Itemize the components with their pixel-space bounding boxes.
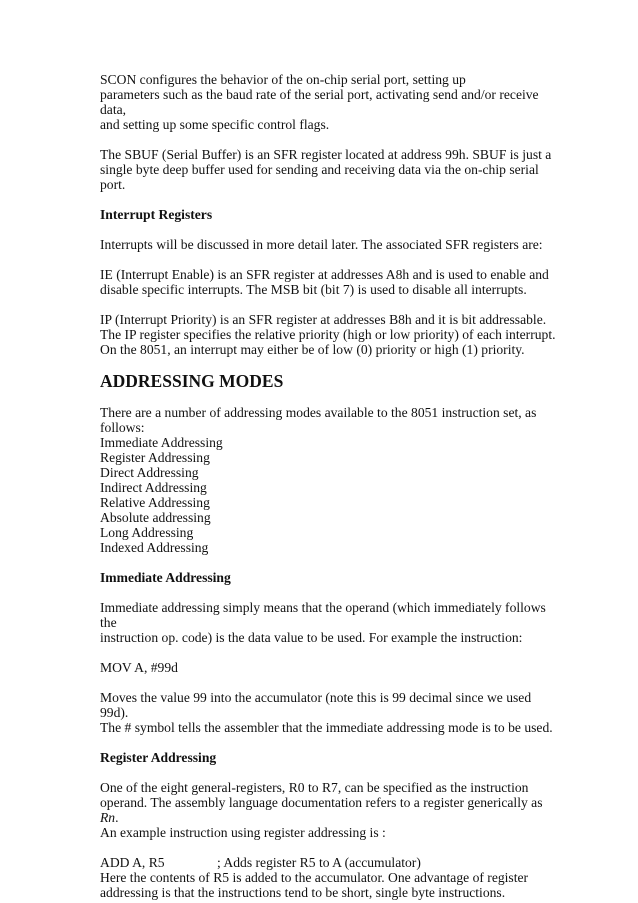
paragraph-mov-explain <box>100 690 560 735</box>
heading-register-addressing: Register Addressing <box>100 750 217 765</box>
text-line: An example instruction using register addressing is : <box>100 825 386 840</box>
paragraph-ie <box>100 267 560 297</box>
text-line: and setting up some specific control flags. <box>100 117 330 132</box>
heading-interrupt-registers: Interrupt Registers <box>100 207 213 222</box>
text-line: The IP register specifies the relative priority (high or low priority) of each interrupt. <box>100 327 556 342</box>
list-item: Direct Addressing <box>100 465 199 480</box>
text-line: The SBUF (Serial Buffer) is an SFR register located at address 99h. SBUF is just a <box>100 147 552 162</box>
rn-emphasis: Rn <box>100 810 116 825</box>
paragraph-interrupts: Interrupts will be discussed in more detail later. The associated SFR registers are: <box>100 237 543 252</box>
list-item: Indirect Addressing <box>100 480 207 495</box>
paragraph-register <box>100 780 560 840</box>
list-item: Indexed Addressing <box>100 540 209 555</box>
text-line: follows: <box>100 420 145 435</box>
list-item: Absolute addressing <box>100 510 211 525</box>
text-line: IE (Interrupt Enable) is an SFR register at addresses A8h and is used to enable and <box>100 267 549 282</box>
text-line: Immediate addressing simply means that the operand (which immediately follows the <box>100 600 546 630</box>
text-line: One of the eight general-registers, R0 to R7, can be specified as the instruction <box>100 780 529 795</box>
text-line: single byte deep buffer used for sending and receiving data via the on-chip serial port. <box>100 162 539 192</box>
paragraph-modes-intro <box>100 405 560 435</box>
text-line: There are a number of addressing modes available to the 8051 instruction set, as <box>100 405 537 420</box>
paragraph-sbuf <box>100 147 560 192</box>
code-instruction: ADD A, R5 <box>100 855 165 870</box>
text-line: instruction op. code) is the data value to be used. For example the instruction: <box>100 630 523 645</box>
text-line: operand. The assembly language documentation refers to a register generically as <box>100 795 543 810</box>
text-line: disable specific interrupts. The MSB bit (bit 7) is used to disable all interrupts. <box>100 282 527 297</box>
paragraph-scon <box>100 72 560 132</box>
list-item: Immediate Addressing <box>100 435 223 450</box>
paragraph-register-explain <box>100 870 560 900</box>
section-title-addressing-modes: ADDRESSING MODES <box>100 371 284 391</box>
text-line: IP (Interrupt Priority) is an SFR register at addresses B8h and it is bit addressable. <box>100 312 547 327</box>
text-line: Here the contents of R5 is added to the accumulator. One advantage of register <box>100 870 529 885</box>
code-example-mov: MOV A, #99d <box>100 660 178 675</box>
text-line: SCON configures the behavior of the on-chip serial port, setting up <box>100 72 466 87</box>
text-line: addressing is that the instructions tend to be short, single byte instructions. <box>100 885 506 900</box>
text-line: Moves the value 99 into the accumulator (note this is 99 decimal since we used 99d). <box>100 690 532 720</box>
list-item: Relative Addressing <box>100 495 210 510</box>
list-item: Register Addressing <box>100 450 210 465</box>
paragraph-immediate <box>100 600 560 645</box>
text-line: . <box>115 810 119 825</box>
paragraph-ip <box>100 312 560 357</box>
addressing-modes-list <box>100 435 560 555</box>
code-example-add <box>100 855 560 870</box>
document-page <box>100 72 560 900</box>
text-line: The # symbol tells the assembler that the immediate addressing mode is to be used. <box>100 720 553 735</box>
text-line: parameters such as the baud rate of the serial port, activating send and/or receive data, <box>100 87 539 117</box>
text-line: On the 8051, an interrupt may either be of low (0) priority or high (1) priority. <box>100 342 525 357</box>
list-item: Long Addressing <box>100 525 194 540</box>
code-comment: ; Adds register R5 to A (accumulator) <box>217 855 421 870</box>
heading-immediate-addressing: Immediate Addressing <box>100 570 231 585</box>
